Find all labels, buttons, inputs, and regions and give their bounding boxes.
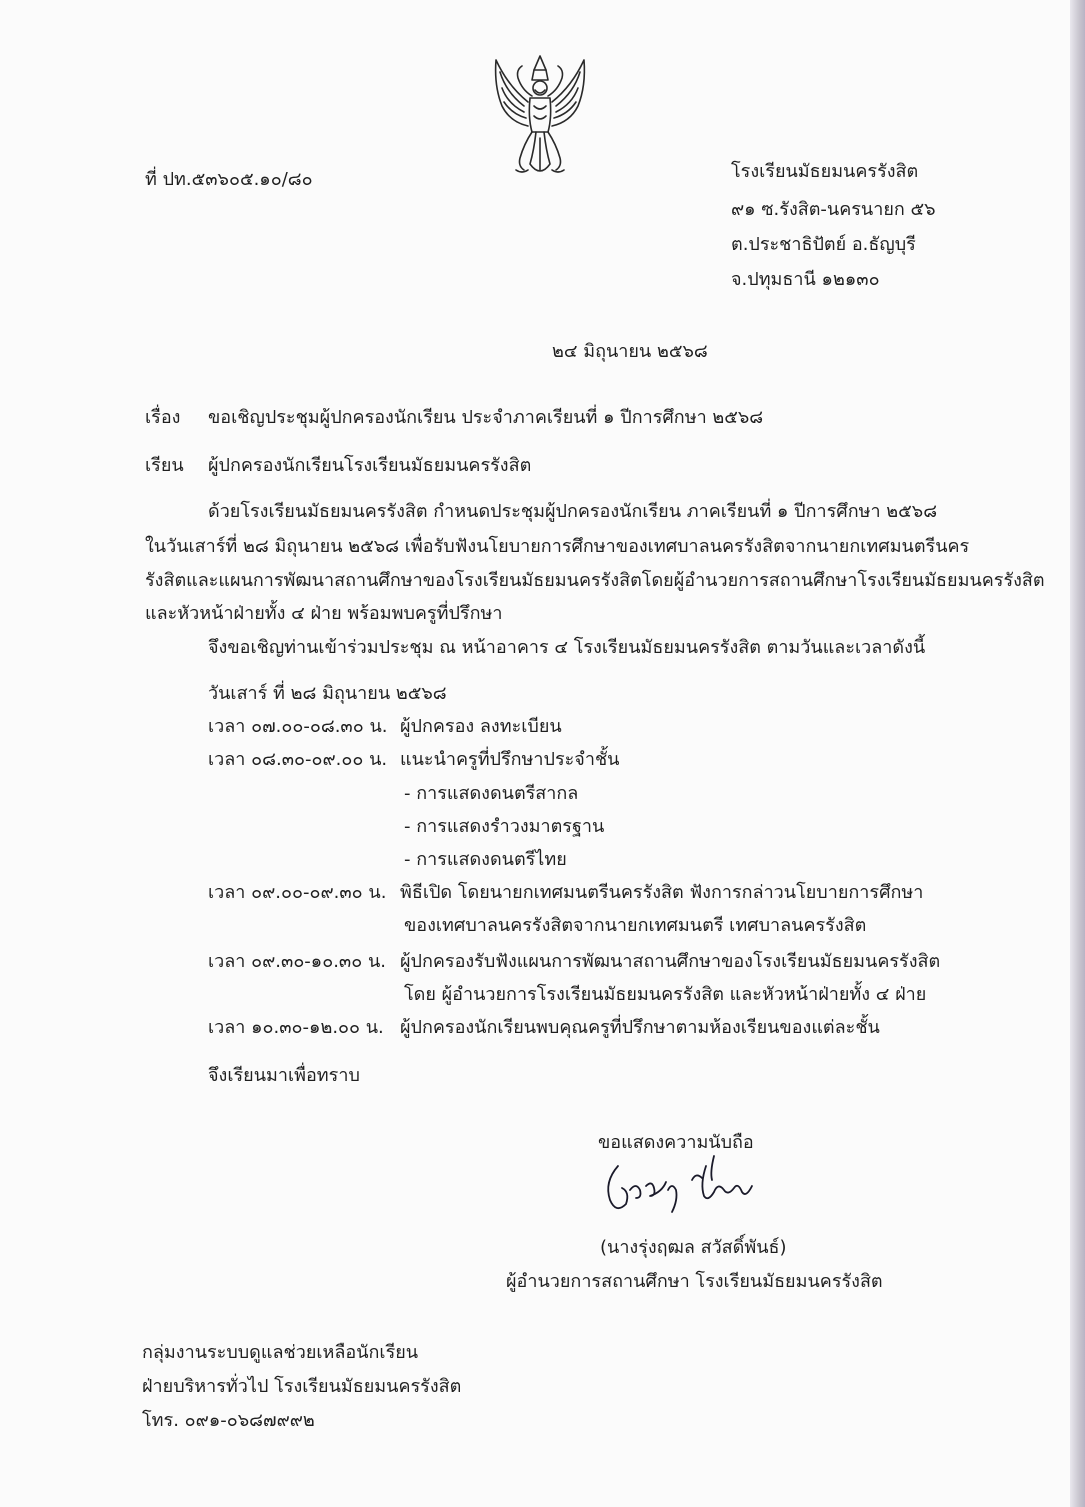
footer-phone: โทร. ๐๙๑-๐๖๘๗๙๙๒ xyxy=(142,1410,315,1431)
schedule-time: เวลา ๐๙.๐๐-๐๙.๓๐ น. xyxy=(208,882,387,903)
salutation-text: ผู้ปกครองนักเรียนโรงเรียนมัธยมนครรังสิต xyxy=(208,455,532,476)
address-line: ต.ประชาธิปัตย์ อ.ธัญบุรี xyxy=(731,234,916,255)
schedule-activity: - การแสดงรำวงมาตรฐาน xyxy=(404,816,605,837)
schedule-activity: ผู้ปกครองนักเรียนพบคุณครูที่ปรึกษาตามห้องเรียนของแต่ละชั้น xyxy=(400,1017,880,1038)
schedule-time: เวลา ๐๗.๐๐-๐๘.๓๐ น. xyxy=(208,716,388,737)
subject-label: เรื่อง xyxy=(145,407,181,428)
letter-date: ๒๔ มิถุนายน ๒๕๖๘ xyxy=(552,341,708,362)
schedule-time: เวลา ๐๘.๓๐-๐๙.๐๐ น. xyxy=(208,749,388,770)
body-line: จึงขอเชิญท่านเข้าร่วมประชุม ณ หน้าอาคาร ๔ โรงเรียนมัธยมนครรังสิต ตามวันและเวลาดังนี้ xyxy=(208,637,926,658)
paper-edge xyxy=(1070,0,1085,1507)
footer-division: ฝ่ายบริหารทั่วไป โรงเรียนมัธยมนครรังสิต xyxy=(142,1376,462,1397)
schedule-time: เวลา ๐๙.๓๐-๑๐.๓๐ น. xyxy=(208,951,386,972)
address-line: ๙๑ ซ.รังสิต-นครนายก ๕๖ xyxy=(731,199,936,220)
schedule-time: เวลา ๑๐.๓๐-๑๒.๐๐ น. xyxy=(208,1017,384,1038)
subject-text: ขอเชิญประชุมผู้ปกครองนักเรียน ประจำภาคเรียนที่ ๑ ปีการศึกษา ๒๕๖๘ xyxy=(208,407,764,428)
schedule-activity: แนะนำครูที่ปรึกษาประจำชั้น xyxy=(400,749,620,770)
body-line: ในวันเสาร์ที่ ๒๘ มิถุนายน ๒๕๖๘ เพื่อรับฟังนโยบายการศึกษาของเทศบาลนครรังสิตจากนายกเทศมนตรีนคร xyxy=(145,536,970,557)
schedule-activity: - การแสดงดนตรีไทย xyxy=(404,849,567,870)
reference-number: ที่ ปท.๕๓๖๐๕.๑๐/๘๐ xyxy=(145,169,313,190)
footer-department: กลุ่มงานระบบดูแลช่วยเหลือนักเรียน xyxy=(142,1342,419,1363)
body-line: และหัวหน้าฝ่ายทั้ง ๔ ฝ่าย พร้อมพบครูที่ปรึกษา xyxy=(145,603,503,624)
body-line: รังสิตและแผนการพัฒนาสถานศึกษาของโรงเรียนมัธยมนครรังสิตโดยผู้อำนวยการสถานศึกษาโรงเรียนมัธยมนครรังสิต xyxy=(145,570,1045,591)
salutation-label: เรียน xyxy=(145,455,184,476)
signatory-name: (นางรุ่งฤฒล สวัสดิ์พันธ์) xyxy=(600,1237,787,1258)
body-line: ด้วยโรงเรียนมัธยมนครรังสิต กำหนดประชุมผู้ปกครองนักเรียน ภาคเรียนที่ ๑ ปีการศึกษา ๒๕๖๘ xyxy=(208,501,938,522)
regards-line: ขอแสดงความนับถือ xyxy=(598,1132,754,1153)
school-name: โรงเรียนมัธยมนครรังสิต xyxy=(731,161,919,182)
schedule-day: วันเสาร์ ที่ ๒๘ มิถุนายน ๒๕๖๘ xyxy=(208,683,447,704)
address-line: จ.ปทุมธานี ๑๒๑๓๐ xyxy=(731,269,880,290)
handwritten-signature xyxy=(596,1152,776,1224)
schedule-activity: โดย ผู้อำนวยการโรงเรียนมัธยมนครรังสิต และหัวหน้าฝ่ายทั้ง ๔ ฝ่าย xyxy=(404,984,927,1005)
schedule-activity: ของเทศบาลนครรังสิตจากนายกเทศมนตรี เทศบาลนครรังสิต xyxy=(404,915,867,936)
garuda-emblem-icon xyxy=(488,46,592,186)
closing-line: จึงเรียนมาเพื่อทราบ xyxy=(208,1065,360,1086)
schedule-activity: พิธีเปิด โดยนายกเทศมนตรีนครรังสิต ฟังการกล่าวนโยบายการศึกษา xyxy=(400,882,924,903)
schedule-activity: ผู้ปกครองรับฟังแผนการพัฒนาสถานศึกษาของโรงเรียนมัธยมนครรังสิต xyxy=(400,951,941,972)
signatory-position: ผู้อำนวยการสถานศึกษา โรงเรียนมัธยมนครรังสิต xyxy=(506,1271,883,1292)
schedule-activity: - การแสดงดนตรีสากล xyxy=(404,783,579,804)
schedule-activity: ผู้ปกครอง ลงทะเบียน xyxy=(400,716,562,737)
